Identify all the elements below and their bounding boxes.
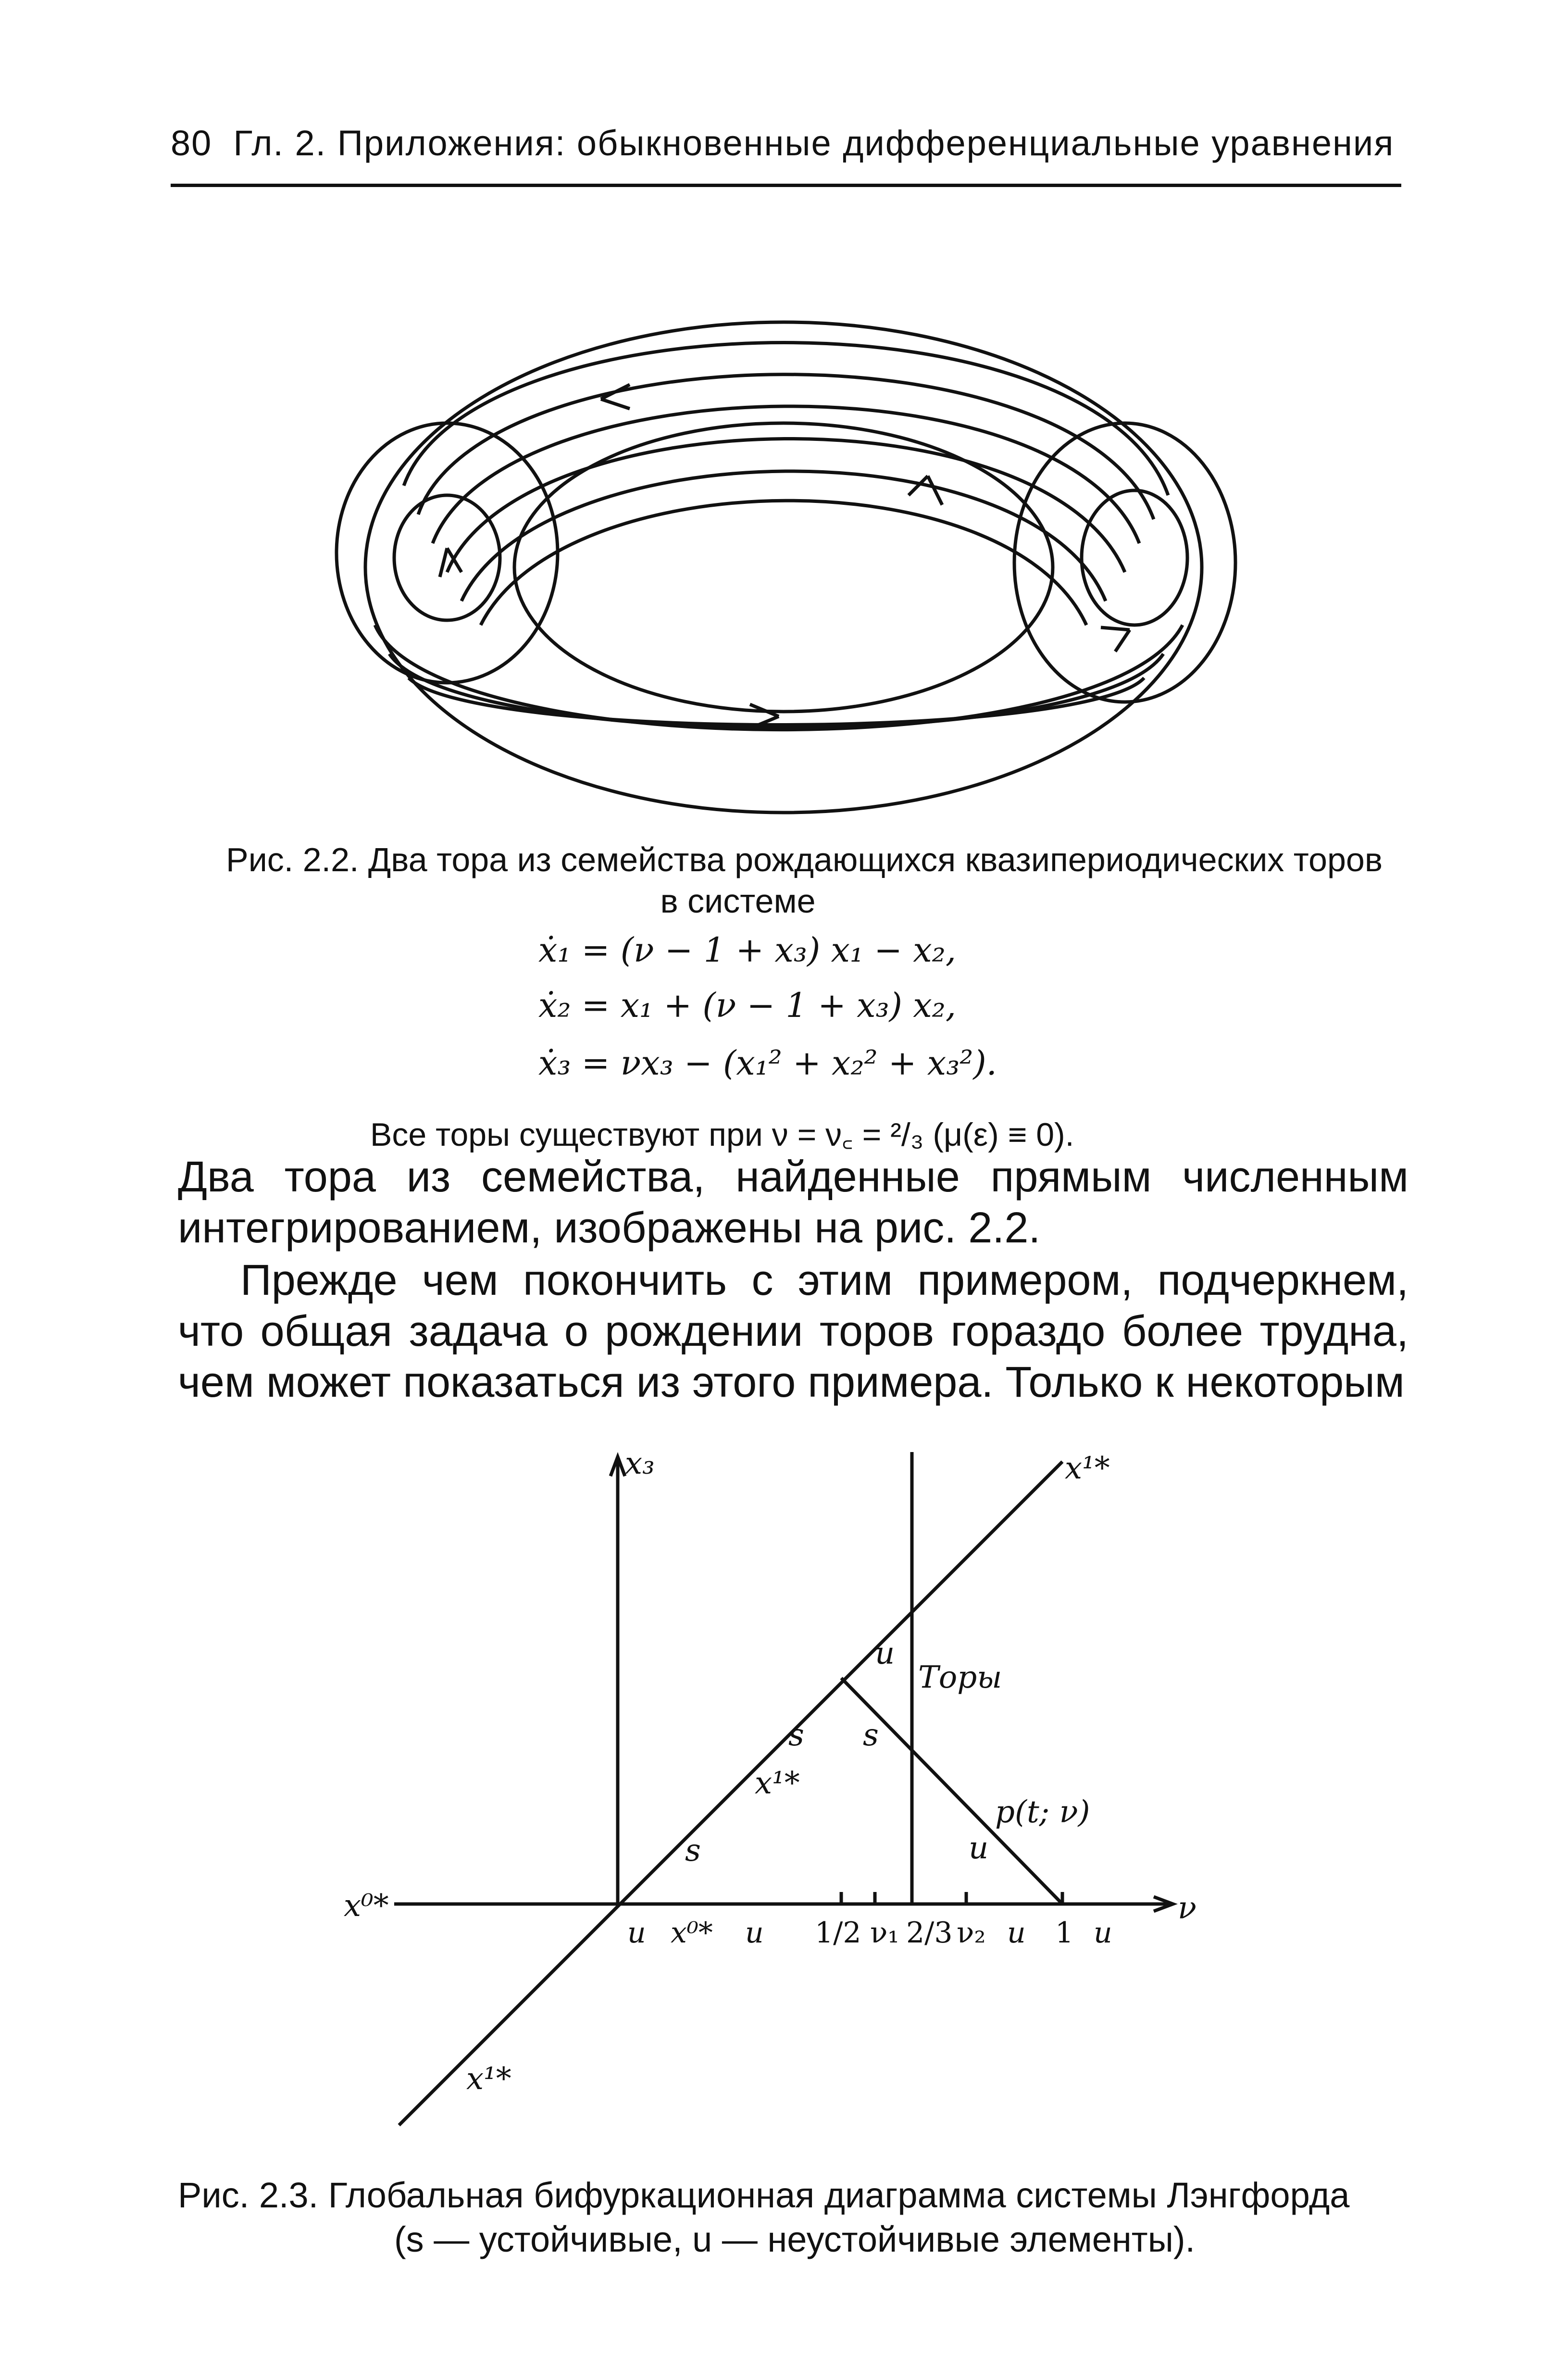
- label-origin-left: x⁰*: [344, 1888, 389, 1924]
- torus-section-right-outer: [1014, 423, 1235, 702]
- branch-x1-star: [399, 1462, 1062, 2125]
- label-axis-y: x₃: [625, 1446, 655, 1481]
- stability-u-2: u: [969, 1830, 989, 1866]
- stability-s-1: s: [788, 1717, 804, 1753]
- running-title: Гл. 2. Приложения: обыкновенные дифференциальные уравнения: [233, 123, 1395, 163]
- flow-arrow-left: [440, 548, 461, 577]
- flow-arrow-low-right: [1101, 627, 1130, 651]
- figure2-caption: [178, 2173, 1408, 2262]
- x-axis-arrow: [1154, 1897, 1173, 1911]
- torus-outer-outline: [365, 322, 1202, 813]
- stability-s-3: s: [685, 1833, 701, 1868]
- label-mid: x¹*: [755, 1766, 800, 1801]
- equation-x3: ẋ₃ = νx₃ − (x₁² + x₂² + x₃²).: [538, 1043, 997, 1083]
- figure2-caption-line2: (s — устойчивые, u — неустойчивые элементы).: [394, 2219, 1196, 2259]
- page-number: 80: [171, 123, 212, 163]
- torus-orbit-arcs: [375, 343, 1183, 730]
- tick-label-3: 1/2: [815, 1916, 861, 1950]
- label-axis-x: ν: [1178, 1891, 1197, 1926]
- figure2-caption-line1: Рис. 2.3. Глобальная бифуркационная диаграмма системы Лэнгфорда: [178, 2175, 1350, 2215]
- running-head: [171, 123, 1401, 180]
- header-rule: [171, 184, 1401, 187]
- flow-arrow-bottom: [750, 704, 779, 728]
- stability-u-1: u: [875, 1636, 895, 1671]
- tick-label-8: 1: [1055, 1916, 1074, 1950]
- stability-s-2: s: [863, 1717, 879, 1753]
- flow-arrow-top: [601, 385, 630, 409]
- label-upper-right: x¹*: [1065, 1451, 1110, 1486]
- torus-section-left-inner: [394, 495, 500, 620]
- branch-p: [841, 1678, 1062, 1904]
- tick-label-7: u: [1007, 1916, 1026, 1950]
- label-tori: Торы: [918, 1660, 1002, 1695]
- figure1-caption-line2: в системе: [660, 882, 816, 920]
- torus-inner-outline: [514, 423, 1053, 712]
- torus-section-left-outer: [337, 423, 558, 683]
- y-axis-arrow: [611, 1457, 625, 1476]
- existence-note: Все торы существуют при ν = ν꜀ = ²/₃ (μ(ε) ≡ 0).: [370, 1116, 1074, 1153]
- tick-label-1: x⁰*: [671, 1916, 713, 1950]
- figure1-caption-line1: Рис. 2.2. Два тора из семейства рождающихся квазипериодических торов: [226, 841, 1383, 878]
- figure1-caption: [226, 839, 1394, 922]
- tick-label-0: u: [627, 1916, 646, 1950]
- label-lower-left: x¹*: [466, 2061, 511, 2097]
- paragraph-1: Два тора из семейства, найденные прямым численным интегрированием, изображены на рис. 2.2.: [178, 1153, 1408, 1252]
- equation-x2: ẋ₂ = x₁ + (ν − 1 + x₃) x₂,: [538, 986, 956, 1025]
- torus-section-right-inner: [1082, 490, 1187, 625]
- flow-arrow-right: [909, 476, 942, 505]
- tick-label-2: u: [745, 1916, 764, 1950]
- paragraph-2: Прежде чем покончить с этим примером, подчеркнем, что общая задача о рождении торов гораздо более трудна, чем может показаться из этого примера. Только к некоторым: [178, 1256, 1408, 1406]
- label-p: p(t; ν): [995, 1794, 1090, 1830]
- tick-label-4: ν₁: [870, 1916, 899, 1950]
- tick-label-6: ν₂: [957, 1916, 986, 1950]
- tick-label-5: 2/3: [906, 1916, 953, 1950]
- tick-label-9: u: [1094, 1916, 1112, 1950]
- equation-x1: ẋ₁ = (ν − 1 + x₃) x₁ − x₂,: [538, 930, 956, 970]
